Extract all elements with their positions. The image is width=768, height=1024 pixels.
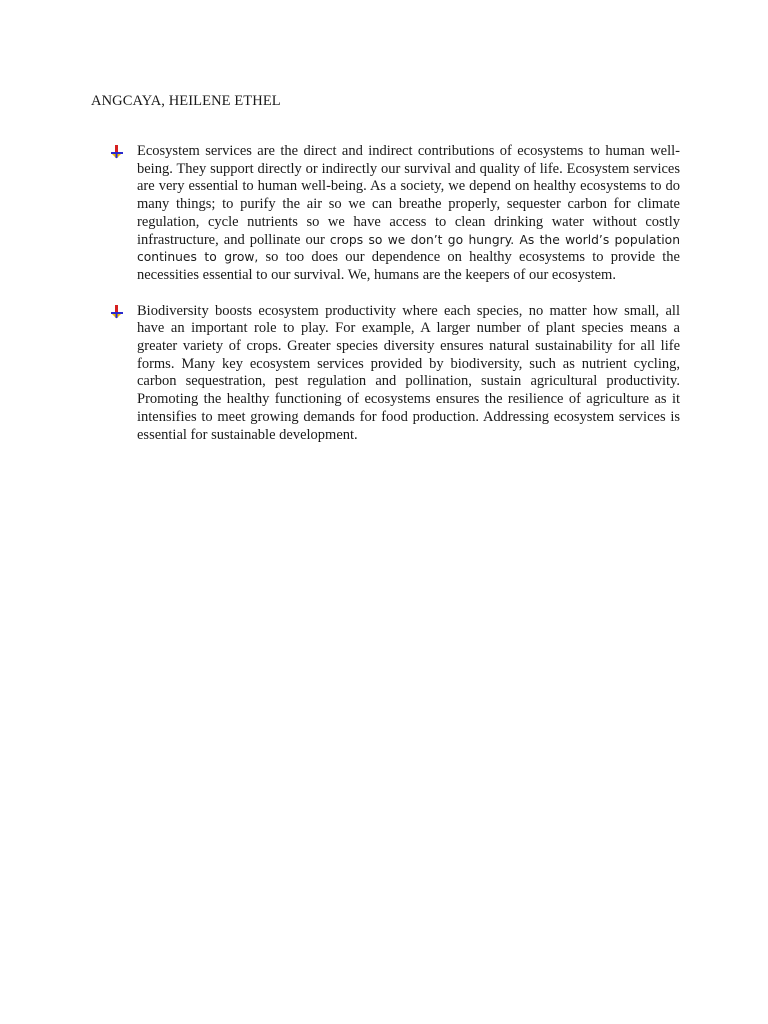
bullet-item-ecosystem-services bbox=[110, 143, 680, 285]
paragraph-ecosystem-services-part-1: Ecosystem services are the direct and indirect contributions of ecosystems to human well-being. They support directly or indirectly our survival and quality of life. Ecosystem services are very essential to human well-being. As a society, we depend on healthy ecosystems to do many things; to purify the air so we can breathe properly, sequester carbon for climate regulation, cycle nutrients so we have access to clean drinking water without costly infrastructure, and pollinate our bbox=[137, 143, 680, 248]
paragraph-ecosystem-services-part-2: crops so we don’t go hungry. As the world’s population continues to grow, bbox=[137, 232, 680, 265]
paragraph-biodiversity: Biodiversity boosts ecosystem productivity where each species, no matter how small, all have an important role to play. For example, A larger number of plant species means a greater variety of crops. Greater species diversity ensures natural sustainability for all life forms. Many key ecosystem services provided by biodiversity, such as nutrient cycling, carbon sequestration, pest regulation and pollination, sustain agricultural productivity. Promoting the healthy functioning of ecosystems ensures the resilience of agriculture as it intensifies to meet growing demands for food production. Addressing ecosystem services is essential for sustainable development. bbox=[137, 302, 680, 443]
down-arrow-bullet-icon bbox=[110, 145, 124, 159]
bullet-item-biodiversity bbox=[110, 303, 680, 445]
down-arrow-bullet-icon bbox=[110, 305, 124, 319]
bullet-list bbox=[110, 143, 680, 462]
paragraph-ecosystem-services bbox=[137, 143, 680, 285]
author-name: ANGCAYA, HEILENE ETHEL bbox=[91, 93, 281, 109]
paragraph-ecosystem-services-part-3: so too does our dependence on healthy ecosystems to provide the necessities essential to our survival. We, humans are the keepers of our ecosystem. bbox=[137, 249, 680, 283]
